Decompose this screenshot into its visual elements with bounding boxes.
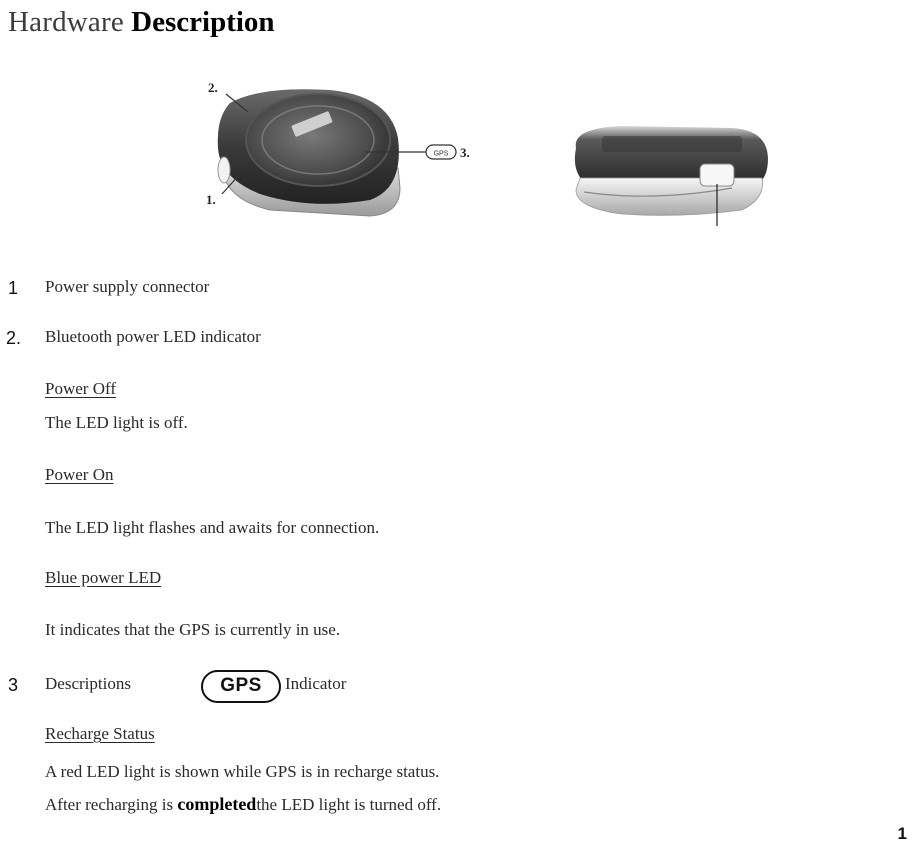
item-3-number: 3 [8, 675, 19, 695]
power-off-text: The LED light is off. [45, 413, 188, 432]
recharge-status-heading: Recharge Status [45, 724, 155, 743]
callout-2-label: 2. [208, 80, 218, 95]
page-number: 1 [897, 824, 907, 843]
recharge-line-2-after: the LED light is turned off. [256, 795, 442, 814]
title-part-1: Hardware [8, 6, 124, 38]
callout-3-label: 3. [460, 145, 470, 160]
device-side-view-image [562, 118, 780, 228]
recharge-line-2 [45, 794, 441, 815]
recharge-line-2-strong: completed [177, 794, 257, 814]
item-2-label: Bluetooth power LED indicator [45, 327, 261, 346]
callout-1-label: 1. [206, 192, 216, 207]
recharge-line-2-before: After recharging is [45, 795, 174, 814]
item-3-label: Descriptions [45, 674, 131, 693]
page-title [8, 2, 275, 42]
power-off-heading: Power Off [45, 379, 116, 398]
item-2-number: 2. [6, 328, 22, 348]
item-1-number: 1 [8, 278, 19, 298]
power-on-heading: Power On [45, 465, 114, 484]
device-top-view-image [200, 78, 500, 218]
blue-led-text: It indicates that the GPS is currently in use. [45, 620, 341, 639]
mini-gps-label: GPS [433, 150, 449, 158]
recharge-line-1: A red LED light is shown while GPS is in recharge status. [45, 762, 440, 781]
gps-indicator-label: Indicator [285, 674, 347, 693]
item-1-label: Power supply connector [45, 277, 210, 296]
blue-led-heading: Blue power LED [45, 568, 162, 587]
gps-badge-icon: GPS [201, 670, 281, 703]
title-part-2: Description [131, 6, 275, 38]
power-on-text: The LED light flashes and awaits for connection. [45, 518, 380, 537]
